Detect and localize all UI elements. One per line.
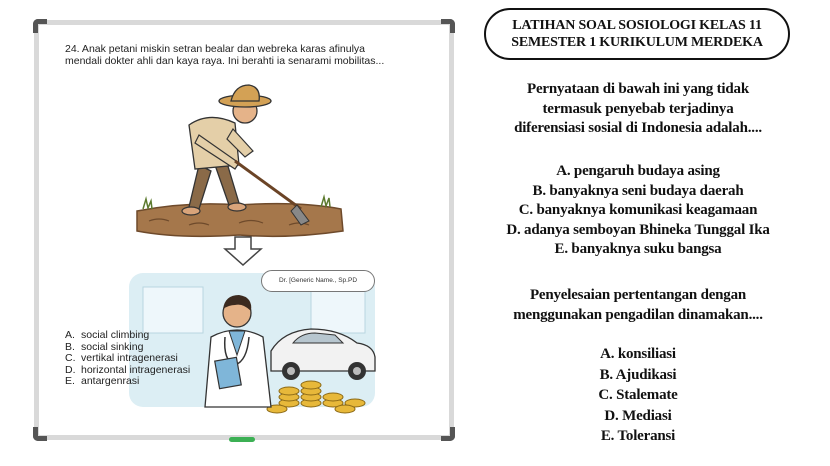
q1-option-d[interactable]: D. adanya semboyan Bhineka Tunggal Ika bbox=[506, 221, 770, 238]
option-a[interactable]: A. social climbing bbox=[65, 329, 150, 341]
question-1-options bbox=[466, 162, 810, 260]
question-1-text: Pernyataan di bawah ini yang tidak termasuk penyebab terjadinya diferensiasi sosial di Indonesia adalah.... bbox=[514, 81, 762, 137]
q2-option-e[interactable]: E. Toleransi bbox=[600, 428, 676, 445]
option-c[interactable]: C. vertikal intragenerasi bbox=[65, 352, 178, 364]
q2-option-d[interactable]: D. Mediasi bbox=[604, 407, 672, 424]
q1-option-e[interactable]: E. banyaknya suku bangsa bbox=[554, 241, 722, 258]
header-line-1: LATIHAN SOAL SOSIOLOGI KELAS 11 bbox=[512, 18, 762, 33]
speech-bubble: Dr. [Generic Name., Sp.PD bbox=[261, 270, 375, 292]
q2-option-c[interactable]: C. Stalemate bbox=[598, 387, 678, 404]
header-title-box bbox=[484, 8, 790, 60]
header-line-2: SEMESTER 1 KURIKULUM MERDEKA bbox=[511, 35, 763, 50]
down-arrow-icon bbox=[225, 237, 261, 265]
option-d[interactable]: D. horizontal intragenerasi bbox=[65, 363, 191, 376]
whiteboard-panel bbox=[34, 20, 454, 440]
option-b[interactable]: B. social sinking bbox=[65, 340, 144, 353]
option-e[interactable]: E. antargenrasi bbox=[65, 375, 140, 387]
question-2-options bbox=[466, 344, 810, 447]
farmer-illustration bbox=[137, 85, 343, 236]
q2-option-b[interactable]: B. Ajudikasi bbox=[599, 366, 677, 383]
q1-option-b[interactable]: B. banyaknya seni budaya daerah bbox=[532, 182, 744, 199]
question-24-options bbox=[65, 330, 190, 388]
q1-option-c[interactable]: C. banyaknya komunikasi keagamaan bbox=[518, 202, 758, 219]
q1-option-a[interactable]: A. pengaruh budaya asing bbox=[556, 163, 720, 179]
question-2-text: Penyelesaian pertentangan dengan menggunakan pengadilan dinamakan.... bbox=[513, 287, 763, 323]
question-24-text: 24. Anak petani miskin setran bealar dan webreka karas afinulya mendali dokter ahli dan kaya raya. Ini berahti ia senarami mobilitas... bbox=[65, 43, 385, 67]
q2-option-a[interactable]: A. konsiliasi bbox=[600, 346, 676, 362]
